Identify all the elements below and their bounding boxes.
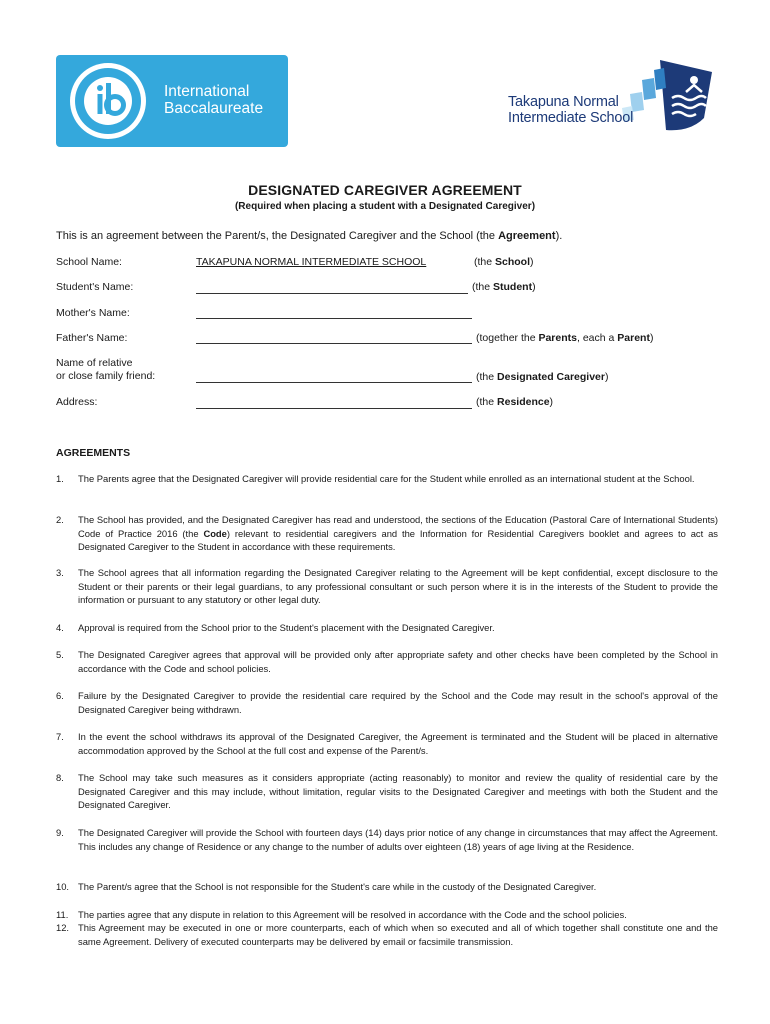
clause-text: The Parents agree that the Designated Caregiver will provide residential care for the Student while enrolled as an international student at the School.: [78, 473, 695, 484]
clause-4: [56, 621, 718, 635]
address-note-post: ): [549, 396, 554, 408]
clause-text: The Designated Caregiver will provide the School with fourteen days (14) days prior notice of any change in circumstances that may affect the Agreement. This includes any change of Residence or any change to the number of adults over eighteen (18) years of age living at the Residence.: [78, 827, 718, 852]
father-name-note: [476, 332, 653, 344]
clause-8: [56, 771, 718, 812]
intro-end: ).: [555, 230, 563, 242]
school-crest-icon: [620, 58, 716, 134]
address-note-bold: Residence: [497, 396, 550, 408]
clause-3: [56, 566, 718, 607]
father-name-label: Father's Name:: [56, 332, 128, 344]
document-subtitle: (Required when placing a student with a Designated Caregiver): [234, 201, 536, 212]
clause-7: [56, 730, 718, 757]
clause-text: The Parent/s agree that the School is not responsible for the Student's care while in the custody of the Designated Caregiver.: [78, 881, 597, 892]
school-name-note: [474, 256, 534, 268]
clause-number: 8.: [56, 772, 64, 783]
father-name-field[interactable]: [196, 343, 472, 344]
student-name-note: [472, 281, 536, 293]
intro-paragraph: [56, 230, 562, 242]
school-name-value[interactable]: TAKAPUNA NORMAL INTERMEDIATE SCHOOL: [196, 256, 427, 268]
clause-text: This Agreement may be executed in one or more counterparts, each of which when so executed and all of which together shall constitute one and the same Agreement. Delivery of executed counterparts may be delivered by email or facsimile transmission.: [78, 922, 718, 947]
student-note-pre: (the: [472, 281, 494, 293]
clause-1: [56, 472, 718, 486]
clause-6: [56, 689, 718, 716]
clause-number: 6.: [56, 690, 64, 701]
relative-label-line-1: Name of relative: [56, 357, 133, 369]
document-title: DESIGNATED CAREGIVER AGREEMENT: [248, 182, 522, 198]
mother-name-field[interactable]: [196, 318, 472, 319]
clause-number: 10.: [56, 881, 70, 892]
school-wordmark: [508, 94, 633, 126]
clause-2: [56, 513, 718, 554]
clause-text: The School may take such measures as it considers appropriate (acting reasonably) to monitor and review the quality of residential care by the Designated Caregiver and this may include, without limitation, regular visits to the Designated Caregiver and meetings with both the Student and the Designated Caregiver.: [78, 772, 718, 810]
ib-logo: [56, 55, 288, 147]
school-logo: [508, 58, 718, 136]
student-name-field[interactable]: [196, 293, 468, 294]
clause-10: [56, 880, 718, 894]
clause-number: 2.: [56, 514, 64, 525]
relative-note-bold: Designated Caregiver: [497, 371, 605, 383]
clause-text: Approval is required from the School prior to the Student's placement with the Designated Caregiver.: [78, 622, 495, 633]
father-note-pre: (together the: [476, 332, 539, 344]
clause-number: 9.: [56, 827, 64, 838]
student-note-post: ): [532, 281, 536, 293]
clause-text: Failure by the Designated Caregiver to provide the residential care required by the School and the Code may result in the school's approval of the Designated Caregiver being withdrawn.: [78, 690, 718, 715]
clause-9: [56, 826, 718, 853]
address-field[interactable]: [196, 408, 472, 409]
clause-number: 4.: [56, 622, 64, 633]
relative-label-line-2: or close family friend:: [56, 370, 156, 382]
clause-text: [78, 513, 718, 554]
father-note-bold-2: Parent: [617, 332, 650, 344]
school-line-2: Intermediate School: [508, 110, 634, 126]
father-note-post: ): [649, 332, 654, 344]
relative-note-post: ): [604, 371, 609, 383]
clause-text: The Designated Caregiver agrees that approval will be provided only after appropriate safety and other checks have been completed by the School in accordance with the Code and school policies.: [78, 649, 718, 674]
ib-line-2: Baccalaureate: [164, 100, 264, 117]
student-name-label: Student's Name:: [56, 281, 134, 293]
clause-number: 12.: [56, 922, 70, 933]
clause-number: 11.: [56, 909, 69, 920]
clause-11: [56, 908, 718, 922]
clause-text: The parties agree that any dispute in relation to this Agreement will be resolved in accordance with the Code and the school policies.: [78, 909, 627, 920]
clause-number: 1.: [56, 473, 64, 484]
student-note-bold: Student: [493, 281, 533, 293]
clause-12: [56, 921, 718, 948]
address-note-pre: (the: [476, 396, 498, 408]
intro-bold: Agreement: [498, 230, 556, 242]
relative-name-field[interactable]: [196, 382, 472, 383]
clause-number: 7.: [56, 731, 64, 742]
relative-label: [56, 357, 155, 383]
school-name-label: School Name:: [56, 256, 122, 268]
ib-line-1: International: [164, 83, 250, 100]
clause-number: 3.: [56, 567, 64, 578]
ib-wordmark: [164, 83, 263, 117]
intro-text: This is an agreement between the Parent/s, the Designated Caregiver and the School (the: [56, 230, 499, 242]
clause-2-text-pre: The School has provided, and the Designated Caregiver has read and understood, the sections of the Education (Pastoral Care of International Students) Code of Practice 2016 (the: [78, 514, 718, 539]
school-note-pre: (the: [474, 256, 496, 268]
clause-text: The School agrees that all information regarding the Designated Caregiver relating to the Agreement will be kept confidential, except disclosure to the Student or their parents or their legal guardians, to any professional consultant or such person where it is in the interests of the Student to provide the information or pursuant to any statutory or other legal duty.: [78, 567, 718, 605]
mother-name-label: Mother's Name:: [56, 307, 130, 319]
school-line-1: Takapuna Normal: [508, 94, 619, 110]
clause-5: [56, 648, 718, 675]
clause-2-bold: Code: [203, 527, 227, 539]
clause-2-text-post: ) relevant to residential caregivers and the Information for Residential Caregivers booklet and agrees to act as Designated Caregiver to the Student in accordance with these requirements.: [78, 527, 718, 552]
relative-note-pre: (the: [476, 371, 498, 383]
clause-number: 5.: [56, 649, 64, 660]
school-note-bold: School: [495, 256, 531, 268]
school-note-post: ): [530, 256, 534, 268]
address-note: [476, 396, 553, 408]
relative-note: [476, 371, 608, 383]
address-label: Address:: [56, 396, 98, 408]
clause-text: In the event the school withdraws its approval of the Designated Caregiver, the Agreement is terminated and the Student will be placed in alternative accommodation approved by the School at the full cost and expense of the Parent/s.: [78, 731, 718, 756]
father-note-bold: Parents: [538, 332, 577, 344]
agreements-heading: AGREEMENTS: [56, 447, 131, 459]
father-note-mid: , each a: [577, 332, 618, 344]
